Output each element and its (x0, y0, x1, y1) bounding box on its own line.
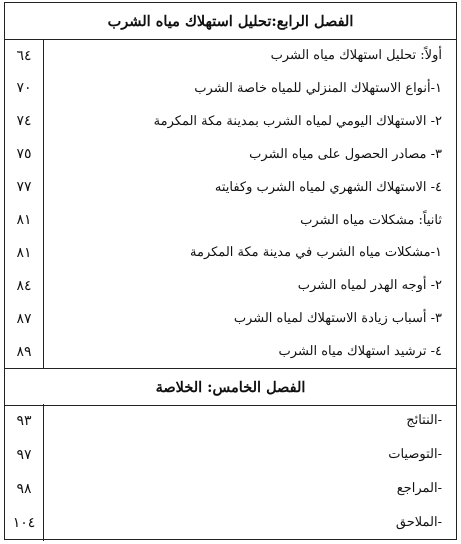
toc-overlay (4, 2, 457, 540)
toc-entry-text: أولاً: تحليل استهلاك مياه الشرب (270, 48, 442, 63)
toc-page-number: ٨٩ (16, 343, 32, 360)
toc-entry-text: ١-أنواع الاستهلاك المنزلي للمياه خاصة الشرب (194, 80, 442, 96)
toc-page-number: ٧٧ (16, 179, 32, 196)
toc-entry-text: -النتائج (406, 413, 442, 428)
toc-page-number: ٩٣ (16, 412, 32, 429)
toc-entry-text: -التوصيات (388, 447, 442, 462)
toc-entry-text: ١-مشكلات مياه الشرب في مدينة مكة المكرمة (190, 245, 442, 261)
toc-entry-text: -الملاحق (395, 515, 442, 530)
chapter4-title: الفصل الرابع:تحليل استهلاك مياه الشرب (5, 3, 456, 40)
toc-entry-text: -المراجع (396, 481, 442, 496)
toc-page-number: ٦٤ (16, 47, 32, 64)
toc-entry-text: ٣- مصادر الحصول على مياه الشرب (249, 146, 442, 162)
toc-entry-text: ثانياً: مشكلات مياه الشرب (300, 212, 442, 228)
toc-page-number: ٧٥ (16, 146, 32, 163)
chapter5-title: الفصل الخامس: الخلاصة (5, 368, 456, 406)
toc-page-number: ٧٤ (16, 113, 32, 130)
toc-entry-text: ٢- أوجه الهدر لمياه الشرب (297, 278, 442, 294)
toc-page-number: ٩٧ (16, 446, 32, 463)
toc-page-number: ١٠٤ (12, 514, 36, 531)
toc-page-number: ٨٤ (16, 277, 32, 294)
toc-entry-text: ٤- الاستهلاك الشهري لمياه الشرب وكفايته (214, 179, 442, 195)
toc-entry-text: ٤- ترشيد استهلاك مياه الشرب (278, 344, 442, 360)
toc-entry-text: ٢- الاستهلاك اليومي لمياه الشرب بمدينة مكة المكرمة (153, 113, 442, 129)
toc-entry-text: ٣- أسباب زيادة الاستهلاك لمياه الشرب (233, 311, 442, 327)
toc-page-number: ٧٠ (16, 80, 32, 97)
toc-page-number: ٩٨ (16, 480, 32, 497)
toc-page-number: ٨١ (16, 244, 32, 261)
toc-page-number: ٨٧ (16, 310, 32, 327)
toc-page-number: ٨١ (16, 212, 32, 228)
